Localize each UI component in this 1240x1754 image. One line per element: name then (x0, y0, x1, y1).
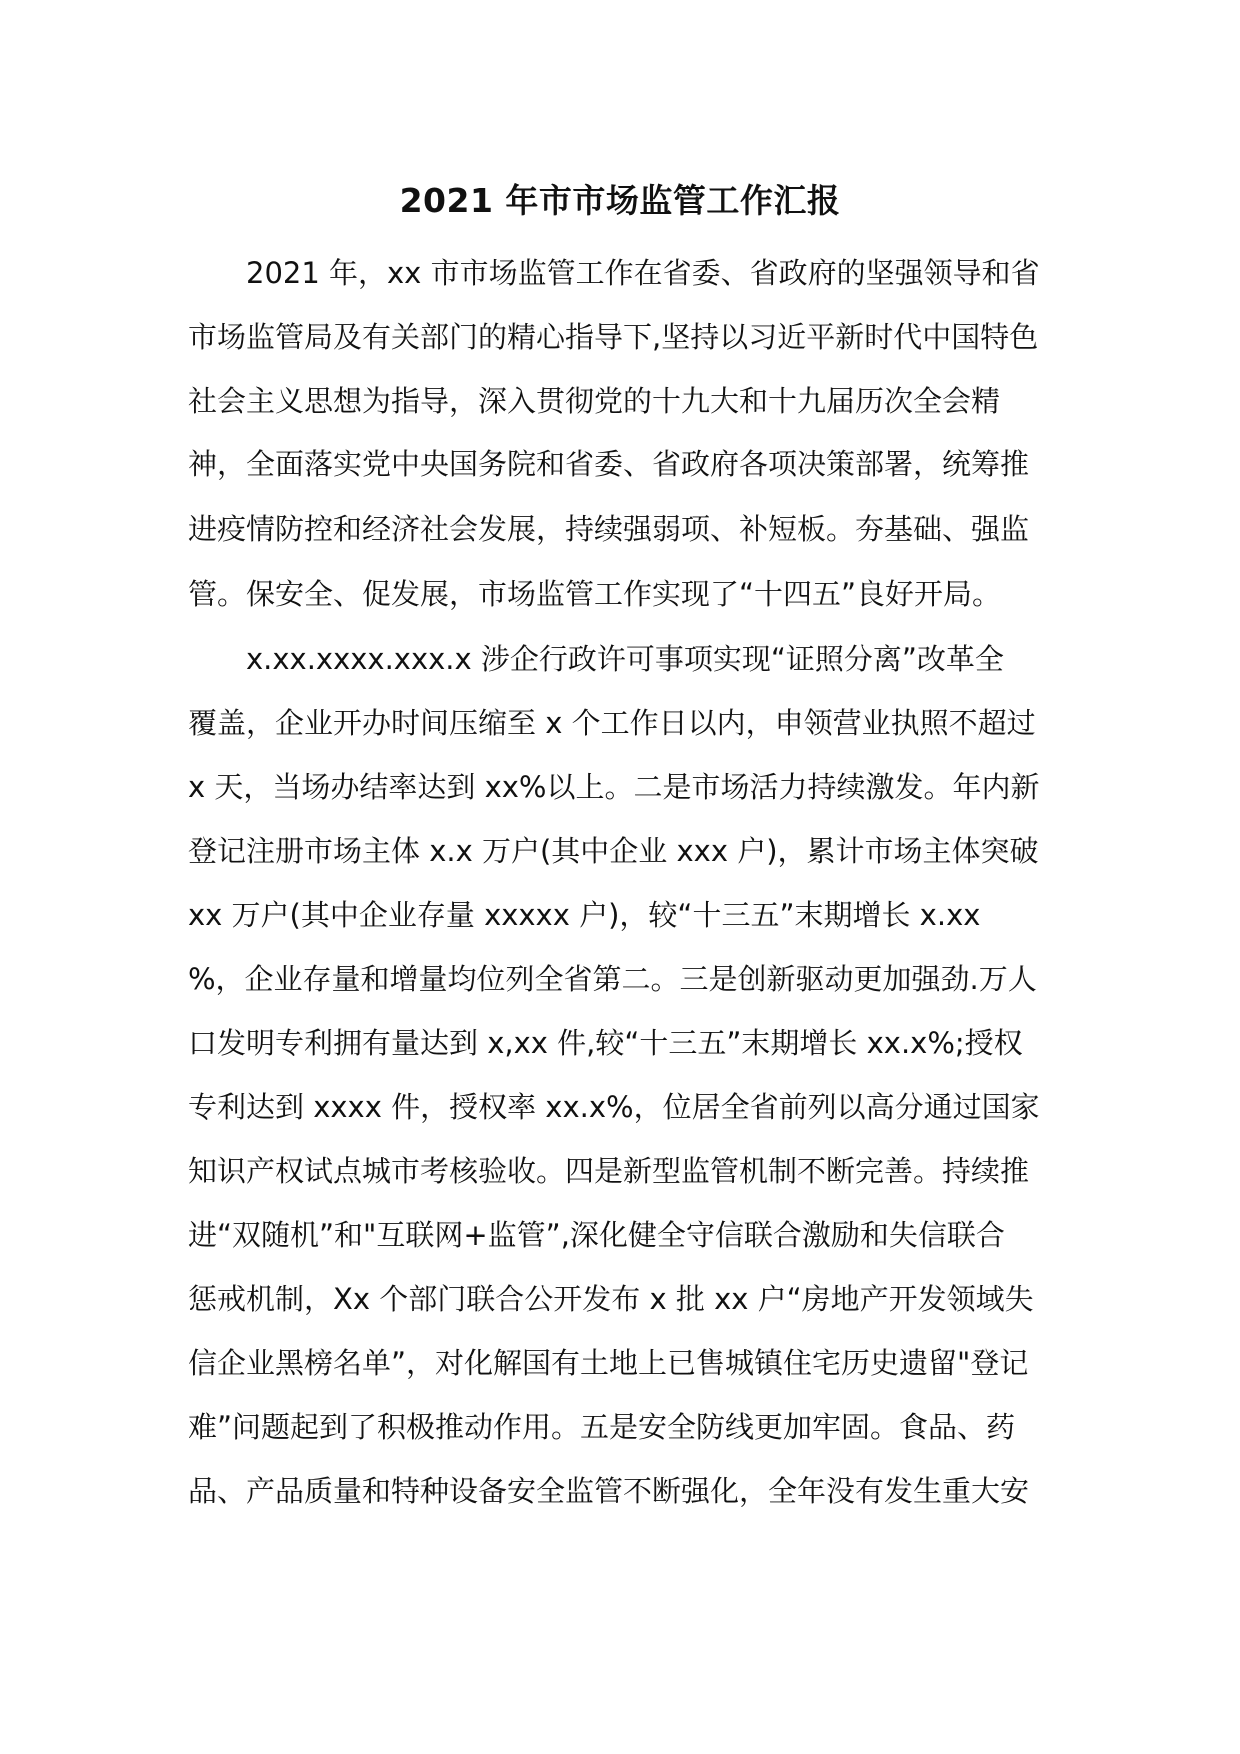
paragraph-1-line-4: 神，全面落实党中央国务院和省委、省政府各项决策部署，统筹推 (188, 447, 1030, 481)
paragraph-2-line-12: 信企业黑榜名单”，对化解国有土地上已售城镇住宅历史遗留"登记 (188, 1346, 1029, 1380)
paragraph-2-line-8: 专利达到 xxxx 件，授权率 xx.x%，位居全省前列以高分通过国家 (188, 1090, 1040, 1124)
paragraph-2-line-6: %，企业存量和增量均位列全省第二。三是创新驱动更加强劲.万人 (188, 962, 1037, 996)
paragraph-2-line-4: 登记注册市场主体 x.x 万户(其中企业 xxx 户)，累计市场主体突破 (188, 834, 1039, 868)
paragraph-1-line-5: 进疫情防控和经济社会发展，持续强弱项、补短板。夯基础、强监 (188, 512, 1030, 546)
paragraph-2-line-14: 品、产品质量和特种设备安全监管不断强化，全年没有发生重大安 (188, 1474, 1030, 1508)
paragraph-2-line-3: x 天，当场办结率达到 xx%以上。二是市场活力持续激发。年内新 (188, 770, 1040, 804)
paragraph-1-line-1: 2021 年，xx 市市场监管工作在省委、省政府的坚强领导和省 (246, 256, 1040, 290)
paragraph-2-line-5: xx 万户(其中企业存量 xxxxx 户)，较“十三五”末期增长 x.xx (188, 898, 981, 932)
paragraph-2-line-1: x.xx.xxxx.xxx.x 涉企行政许可事项实现“证照分离”改革全 (246, 642, 1004, 676)
paragraph-2-line-11: 惩戒机制，Xx 个部门联合公开发布 x 批 xx 户“房地产开发领域失 (188, 1282, 1034, 1316)
paragraph-2-line-13: 难”问题起到了积极推动作用。五是安全防线更加牢固。食品、药 (188, 1410, 1016, 1444)
paragraph-1-line-2: 市场监管局及有关部门的精心指导下,坚持以习近平新时代中国特色 (188, 320, 1039, 354)
document-title: 2021 年市市场监管工作汇报 (399, 181, 841, 220)
paragraph-2-line-9: 知识产权试点城市考核验收。四是新型监管机制不断完善。持续推 (188, 1154, 1030, 1188)
paragraph-2-line-10: 进“双随机”和"互联网+监管”,深化健全守信联合激励和失信联合 (188, 1218, 1005, 1252)
paragraph-1-line-3: 社会主义思想为指导，深入贯彻党的十九大和十九届历次全会精 (188, 384, 1001, 418)
paragraph-2-line-2: 覆盖，企业开办时间压缩至 x 个工作日以内，申领营业执照不超过 (188, 706, 1036, 740)
paragraph-1-line-6: 管。保安全、促发展，市场监管工作实现了“十四五”良好开局。 (188, 577, 1002, 611)
paragraph-2-line-7: 口发明专利拥有量达到 x,xx 件,较“十三五”末期增长 xx.x%;授权 (188, 1026, 1023, 1060)
